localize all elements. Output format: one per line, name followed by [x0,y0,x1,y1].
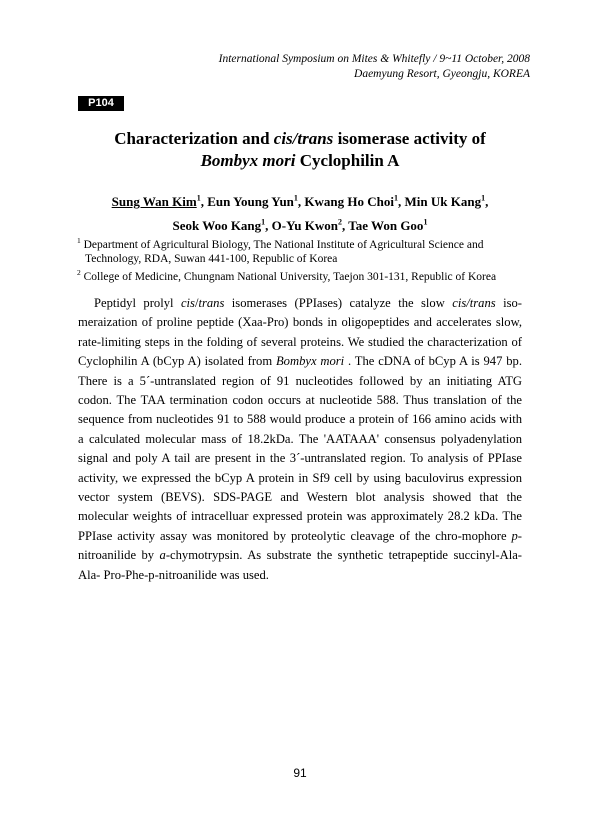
abstract-body [78,294,522,585]
author: O-Yu Kwon$^2$, [271,217,349,233]
abstract-paragraph: Peptidyl prolyl cis/trans isomerases (PPIases) catalyze the slow cis/trans iso-meraization of proline peptide (Xaa-Pro) bonds in oligopeptides and accelerates slow, rate-limiting steps in the folding of several proteins. We studied the characterization of Cyclophilin A (bCyp A) isolated from Bombyx mori . The cDNA of bCyp A is 947 bp. There is a 5´-untranslated region of 91 nucleotides followed by an initiating ATG codon. The TAA termination codon occurs at nucleotide 588. Thus translation of the sequence from nucleotides 91 to 588 would produce a protein of 166 amino acids with a calculated molecular mass of 18.2kDa. The 'AATAAA' consensus polyadenylation signal and poly A tail are present in the 3´-untranslated region. To analysis of PPIase activity, we expressed the bCyp A protein in Sf9 cell by using baculovirus expression vector system (BEVS). SDS-PAGE and Western blot analysis showed that the molecular weights of intracelluar expressed protein was approximately 28.2 kDa. The PPIase activity assay was monitored by proteolytic cleavage of the chro-mophore p-nitroanilide by a-chymotrypsin. As substrate the synthetic tetrapeptide succinyl-Ala-Ala- Pro-Phe-p-nitroanilide was used. [78,296,522,582]
author: Seok Woo Kang$^1$, [172,217,272,233]
paper-title: Characterization and cis/trans isomerase activity of Bombyx mori Cyclophilin A [114,129,486,170]
author: Kwang Ho Choi$^1$, [304,194,405,210]
affiliation-2: $^2$ College of Medicine, Chungnam National University, Taejon 301-131, Republic of Korea [77,267,497,283]
affiliation-1-continued: Technology, RDA, Suwan 441-100, Republic of Korea [85,252,338,265]
conference-header [219,52,530,82]
affiliations [77,234,532,284]
author-list [70,189,530,236]
author: Sung Wan Kim$^1$, [111,194,208,210]
author: Min Uk Kang$^1$, [404,194,489,210]
conference-header-line1: International Symposium on Mites & Whitefly / 9~11 October, 2008 [218,53,530,65]
page-number: 91 [293,766,307,780]
conference-header-line2: Daemyung Resort, Gyeongju, KOREA [354,68,530,80]
poster-id-badge: P104 [78,96,124,111]
author: Tae Won Goo$^1$ [348,217,428,233]
affiliation-1: $^1$ Department of Agricultural Biology, The National Institute of Agricultural Science and [77,236,484,251]
author: Eun Young Yun$^1$, [207,194,305,210]
